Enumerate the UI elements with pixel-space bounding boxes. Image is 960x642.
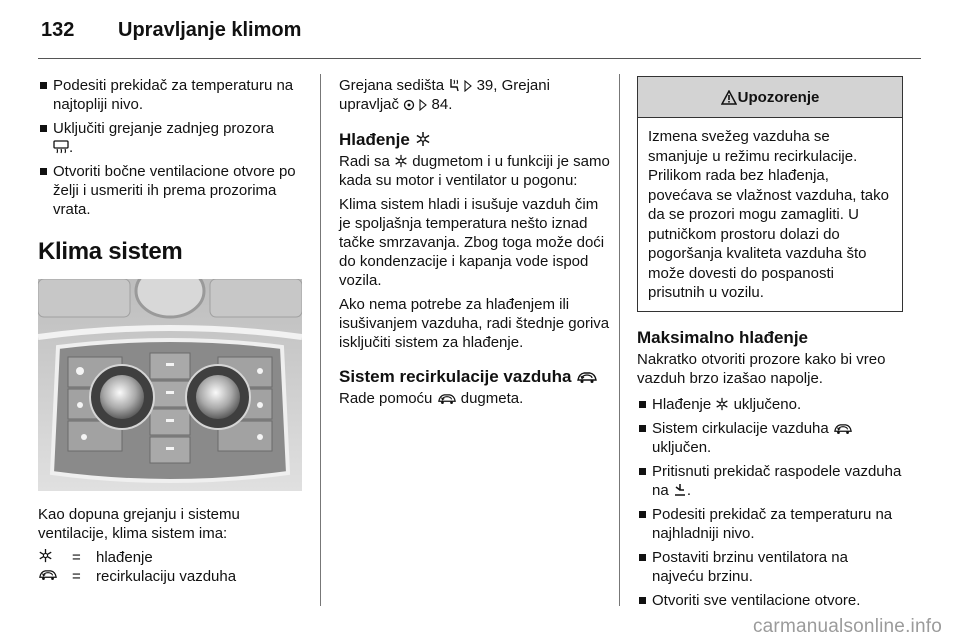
snowflake-icon <box>415 131 431 147</box>
warning-header: Upozorenje <box>638 77 902 118</box>
climate-panel-illustration <box>38 279 302 491</box>
column-1 <box>38 76 304 586</box>
warning-box <box>637 76 903 312</box>
heading-cooling: Hlađenje <box>339 129 611 150</box>
snowflake-icon <box>715 397 729 411</box>
max-cooling-intro: Nakratko otvoriti prozore kako bi vreo vazduh brzo izašao napolje. <box>637 350 886 387</box>
warning-text: Izmena svežeg vazduha se smanjuje u režimu recirkulacije. Prilikom rada bez hlađenja, povećava se vlažnost vazduha, tako da se prozori mogu zamagliti. U putničkom prostoru dolazi do pogoršanja kvaliteta vazduha što može dovesti do pospanosti prisutnih u vozilu. <box>648 128 889 301</box>
recirculation-car-icon <box>437 392 457 405</box>
rear-window-heating-icon <box>53 140 69 154</box>
header-rule <box>38 58 921 59</box>
heating-steps-list <box>38 76 304 219</box>
list-item: Otvoriti sve ventilacione otvore. <box>637 591 903 610</box>
cooling-paragraph-1: Radi sa dugmetom i u funkciji je samo kada su motor i ventilator u pogonu: <box>339 153 610 189</box>
page-reference-arrow-icon <box>419 99 427 111</box>
symbol-definitions <box>38 548 304 586</box>
heading-recirculation: Sistem recirkulacije vazduha <box>339 366 611 387</box>
column-divider-1 <box>320 74 321 606</box>
recirculation-car-icon <box>833 422 853 435</box>
max-cooling-steps <box>637 395 903 610</box>
list-item: Otvoriti bočne ventilacione otvore po želji i usmeriti ih prema prozorima vrata. <box>38 162 304 219</box>
recirculation-car-icon <box>576 370 598 384</box>
definition-row: = hlađenje <box>38 548 304 567</box>
column-3 <box>637 76 903 615</box>
air-distribution-icon <box>673 483 687 497</box>
cooling-paragraph-2: Klima sistem hladi i isušuje vazduh čim je spoljašnja temperatura nešto iznad tačke smrzavanja. Zbog toga može doći do kondenzacije i kapanja vode ispod vozila. <box>339 196 605 289</box>
page-header <box>41 19 301 42</box>
column-2 <box>339 76 611 413</box>
warning-triangle-icon <box>721 90 737 105</box>
list-item: Pritisnuti prekidač raspodele vazduha na . <box>637 462 903 500</box>
list-item: Hlađenje uključeno. <box>637 395 903 414</box>
recirculation-car-icon <box>38 568 58 581</box>
list-item: Sistem cirkulacije vazduha uključen. <box>637 419 903 457</box>
list-item: Podesiti prekidač za temperaturu na najhladniji nivo. <box>637 505 903 543</box>
snowflake-icon <box>394 154 408 168</box>
definition-row: = recirkulaciju vazduha <box>38 567 304 586</box>
page-reference-arrow-icon <box>464 80 472 92</box>
snowflake-icon <box>38 548 53 563</box>
page-number: 132 <box>41 19 75 41</box>
section-title-klima-sistem: Klima sistem <box>38 238 183 265</box>
page-title: Upravljanje klimom <box>118 19 302 41</box>
heated-steering-wheel-icon <box>403 99 415 111</box>
heated-seat-icon <box>448 78 460 92</box>
list-item: Podesiti prekidač za temperaturu na najtopliji nivo. <box>38 76 304 114</box>
climate-intro-text: Kao dopuna grejanju i sistemu ventilacije, klima sistem ima: <box>38 506 240 542</box>
climate-control-panel-photo <box>38 279 302 491</box>
watermark: carmanualsonline.info <box>752 616 942 637</box>
column-divider-2 <box>619 74 620 606</box>
cross-reference-text: Grejana sedišta 39, Grejani upravljač 84. <box>339 77 550 113</box>
list-item: Uključiti grejanje zadnjeg prozora . <box>38 119 304 157</box>
cooling-paragraph-3: Ako nema potrebe za hlađenjem ili isušivanjem vazduha, radi štednje goriva isključiti sistem za hlađenje. <box>339 296 610 351</box>
list-item: Postaviti brzinu ventilatora na najveću brzinu. <box>637 548 903 586</box>
recirculation-paragraph: Rade pomoću dugmeta. <box>339 390 524 407</box>
heading-max-cooling: Maksimalno hlađenje <box>637 327 808 347</box>
